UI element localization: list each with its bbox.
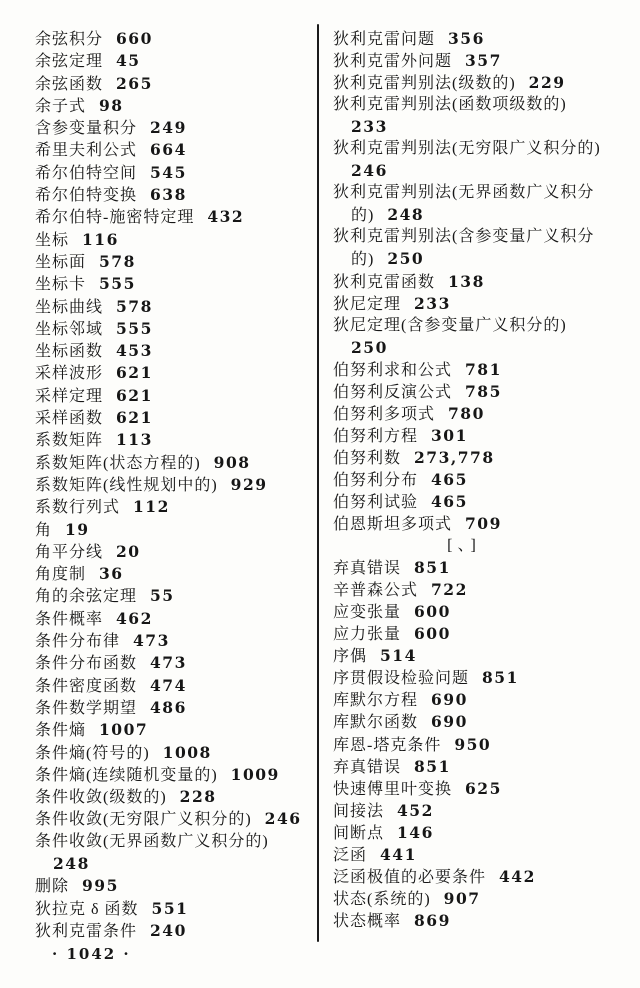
index-entry bbox=[35, 385, 315, 407]
entry-term: 狄利克雷判别法(含参变量广义积分 bbox=[333, 228, 595, 246]
entry-term: 坐标曲线 bbox=[35, 298, 104, 316]
entry-term: 伯努利求和公式 bbox=[333, 361, 453, 379]
entry-term: 角的余弦定理 bbox=[35, 588, 138, 606]
index-entry bbox=[35, 563, 315, 585]
entry-term: 伯努利反演公式 bbox=[333, 383, 453, 401]
entry-page-number: 473 bbox=[133, 631, 170, 651]
entry-term: 泛函极值的必要条件 bbox=[333, 868, 487, 886]
entry-term: 伯努利方程 bbox=[333, 427, 419, 445]
index-entry bbox=[35, 139, 315, 161]
entry-term: 狄尼定理(含参变量广义积分的) bbox=[333, 316, 567, 334]
entry-page-number: 690 bbox=[431, 690, 468, 710]
index-entry bbox=[35, 585, 315, 607]
entry-page-number: 356 bbox=[448, 29, 485, 48]
entry-page-number: 246 bbox=[264, 809, 302, 829]
index-entry bbox=[333, 888, 625, 910]
entry-term: 的) bbox=[351, 251, 375, 269]
entry-page-number: 442 bbox=[499, 866, 536, 886]
entry-page-number: 555 bbox=[116, 318, 153, 338]
entry-page-number: 36 bbox=[99, 564, 124, 584]
index-entry bbox=[333, 138, 625, 160]
index-entry bbox=[35, 474, 315, 496]
entry-page-number: 228 bbox=[179, 787, 217, 807]
index-entry bbox=[35, 452, 315, 474]
index-entry bbox=[35, 719, 315, 741]
entry-term: 角平分线 bbox=[35, 543, 104, 561]
index-entry bbox=[333, 822, 625, 844]
entry-page-number: 357 bbox=[465, 51, 502, 71]
entry-page-number: 19 bbox=[65, 519, 90, 539]
entry-term: 狄利克雷问题 bbox=[333, 31, 436, 48]
entry-page-number: 249 bbox=[150, 118, 187, 138]
entry-term: 余弦定理 bbox=[35, 53, 104, 71]
entry-page-number: 138 bbox=[448, 271, 485, 291]
index-entry bbox=[333, 425, 625, 447]
entry-term: 应力张量 bbox=[333, 626, 402, 644]
entry-page-number: 995 bbox=[82, 876, 119, 896]
index-entry bbox=[333, 94, 625, 116]
index-entry bbox=[333, 778, 625, 800]
entry-page-number: 229 bbox=[528, 73, 566, 93]
index-entry bbox=[333, 689, 625, 711]
index-entry bbox=[35, 742, 315, 764]
entry-term: 采样定理 bbox=[35, 387, 104, 405]
index-entry bbox=[333, 734, 625, 756]
entry-term: 伯恩斯坦多项式 bbox=[333, 516, 453, 534]
entry-term: 弃真错误 bbox=[333, 758, 402, 776]
index-entry bbox=[333, 447, 625, 469]
entry-term: 狄利克雷条件 bbox=[35, 922, 138, 940]
index-entry bbox=[35, 831, 315, 853]
entry-page-number: 248 bbox=[53, 853, 90, 873]
index-entry bbox=[35, 95, 315, 117]
entry-page-number: 474 bbox=[150, 675, 187, 695]
index-column-left bbox=[35, 28, 315, 942]
index-entry bbox=[35, 318, 315, 340]
index-entry bbox=[333, 469, 625, 491]
entry-page-number: 621 bbox=[116, 408, 153, 428]
index-entry bbox=[35, 898, 315, 920]
entry-term: 条件熵 bbox=[35, 722, 87, 740]
entry-term: 系数行列式 bbox=[35, 499, 121, 517]
entry-page-number: 116 bbox=[82, 229, 119, 249]
entry-term: 坐标邻域 bbox=[35, 320, 104, 338]
entry-page-number: 1007 bbox=[99, 720, 149, 740]
index-entry bbox=[333, 50, 625, 72]
index-entry bbox=[333, 844, 625, 866]
entry-page-number: 709 bbox=[465, 514, 502, 534]
entry-page-number: 112 bbox=[133, 497, 170, 517]
index-entry bbox=[35, 764, 315, 786]
index-entry bbox=[35, 362, 315, 384]
entry-page-number: 781 bbox=[465, 359, 502, 379]
entry-term: 希尔伯特变换 bbox=[35, 187, 138, 205]
entry-term: 库恩-塔克条件 bbox=[333, 736, 442, 754]
entry-page-number: 246 bbox=[351, 161, 388, 181]
entry-term: 序贯假设检验问题 bbox=[333, 670, 470, 688]
entry-page-number: 20 bbox=[116, 541, 141, 561]
entry-term: 库默尔方程 bbox=[333, 692, 419, 710]
entry-page-number: 301 bbox=[431, 425, 468, 445]
entry-page-number: 625 bbox=[465, 778, 502, 798]
index-entry bbox=[333, 72, 625, 94]
index-entry bbox=[333, 557, 625, 579]
entry-page-number: 514 bbox=[380, 646, 417, 666]
index-entry bbox=[333, 513, 625, 535]
entry-term: 条件收敛(无界函数广义积分的) bbox=[35, 832, 269, 850]
index-entry bbox=[35, 608, 315, 630]
entry-term: 条件数学期望 bbox=[35, 699, 138, 717]
entry-term: 伯努利数 bbox=[333, 449, 402, 467]
index-entry bbox=[333, 756, 625, 778]
entry-term: 辛普森公式 bbox=[333, 582, 419, 600]
column-divider bbox=[317, 24, 319, 942]
index-entry bbox=[35, 73, 315, 95]
index-entry bbox=[333, 403, 625, 425]
index-entry bbox=[333, 623, 625, 645]
index-entry bbox=[35, 162, 315, 184]
index-entry bbox=[35, 875, 315, 897]
entry-page-number: 621 bbox=[116, 385, 153, 405]
entry-page-number: 250 bbox=[387, 249, 425, 269]
index-entry bbox=[35, 697, 315, 719]
entry-page-number: 250 bbox=[351, 337, 388, 357]
entry-page-number: 273,778 bbox=[414, 447, 495, 467]
index-entry bbox=[333, 491, 625, 513]
entry-term: 希尔伯特-施密特定理 bbox=[35, 209, 195, 227]
index-entry bbox=[35, 786, 315, 808]
entry-term: 含参变量积分 bbox=[35, 120, 138, 138]
entry-term: 系数矩阵 bbox=[35, 432, 104, 450]
index-entry bbox=[35, 206, 315, 228]
entry-page-number: 780 bbox=[448, 403, 485, 423]
entry-term: 删除 bbox=[35, 878, 70, 896]
index-entry bbox=[35, 28, 315, 50]
entry-page-number: 869 bbox=[414, 910, 451, 930]
index-entry bbox=[35, 273, 315, 295]
entry-term: 条件概率 bbox=[35, 610, 104, 628]
entry-page-number: 722 bbox=[431, 580, 468, 600]
entry-term: 快速傅里叶变换 bbox=[333, 780, 453, 798]
index-entry bbox=[333, 579, 625, 601]
entry-page-number: 908 bbox=[213, 452, 251, 472]
entry-page-number: 660 bbox=[116, 29, 153, 48]
entry-term: 应变张量 bbox=[333, 604, 402, 622]
index-column-right bbox=[333, 28, 625, 932]
entry-page-number: 1009 bbox=[230, 764, 280, 784]
entry-page-number: 265 bbox=[116, 73, 153, 93]
index-entry bbox=[35, 853, 315, 875]
index-entry bbox=[35, 251, 315, 273]
entry-page-number: 98 bbox=[99, 95, 124, 115]
section-marker bbox=[333, 535, 625, 557]
entry-term: 条件收敛(级数的) bbox=[35, 789, 167, 807]
entry-term: 条件熵(连续随机变量的) bbox=[35, 766, 218, 784]
entry-page-number: 441 bbox=[380, 844, 417, 864]
index-entry bbox=[35, 407, 315, 429]
entry-term: 系数矩阵(线性规划中的) bbox=[35, 476, 218, 494]
index-entry bbox=[333, 645, 625, 667]
entry-term: 希里夫利公式 bbox=[35, 142, 138, 160]
entry-page-number: 555 bbox=[99, 274, 136, 294]
entry-page-number: 486 bbox=[150, 697, 187, 717]
entry-term: 余弦函数 bbox=[35, 75, 104, 93]
entry-term: 余子式 bbox=[35, 97, 87, 115]
entry-page-number: 240 bbox=[150, 920, 187, 940]
index-entry bbox=[35, 541, 315, 563]
index-entry bbox=[35, 519, 315, 541]
entry-page-number: 785 bbox=[465, 381, 502, 401]
entry-page-number: 851 bbox=[482, 668, 519, 688]
entry-term: 条件收敛(无穷限广义积分的) bbox=[35, 811, 252, 829]
index-entry bbox=[333, 226, 625, 248]
entry-page-number: 1008 bbox=[162, 742, 212, 762]
entry-term: 条件密度函数 bbox=[35, 677, 138, 695]
entry-term: 状态概率 bbox=[333, 912, 402, 930]
entry-term: 弃真错误 bbox=[333, 560, 402, 578]
index-entry bbox=[35, 117, 315, 139]
entry-term: 狄尼定理 bbox=[333, 295, 402, 313]
entry-term: 狄利克雷判别法(级数的) bbox=[333, 75, 516, 93]
index-entry bbox=[333, 800, 625, 822]
entry-term: 条件分布函数 bbox=[35, 655, 138, 673]
entry-page-number: 233 bbox=[351, 117, 388, 137]
entry-page-number: 950 bbox=[454, 734, 492, 754]
page-number: · 1042 · bbox=[52, 945, 131, 963]
entry-term: 角 bbox=[35, 521, 53, 539]
entry-page-number: 851 bbox=[414, 756, 451, 776]
entry-page-number: 453 bbox=[116, 341, 153, 361]
entry-term: 坐标卡 bbox=[35, 276, 87, 294]
entry-page-number: 462 bbox=[116, 608, 153, 628]
entry-page-number: 465 bbox=[431, 469, 468, 489]
entry-term: 的) bbox=[351, 207, 375, 225]
index-entry bbox=[35, 229, 315, 251]
entry-page-number: 907 bbox=[443, 888, 481, 908]
index-entry bbox=[35, 296, 315, 318]
index-entry bbox=[333, 866, 625, 888]
index-entry bbox=[333, 601, 625, 623]
entry-page-number: 55 bbox=[150, 586, 175, 606]
entry-term: 坐标 bbox=[35, 231, 70, 249]
entry-page-number: 432 bbox=[207, 207, 245, 227]
entry-term: 狄利克雷判别法(无穷限广义积分的) bbox=[333, 140, 601, 158]
entry-term: 序偶 bbox=[333, 648, 368, 666]
entry-term: 狄利克雷外问题 bbox=[333, 53, 453, 71]
entry-term: 间断点 bbox=[333, 824, 385, 842]
entry-page-number: 233 bbox=[414, 293, 451, 313]
entry-page-number: 113 bbox=[116, 430, 153, 450]
index-entry bbox=[333, 337, 625, 359]
entry-term: 伯努利分布 bbox=[333, 471, 419, 489]
index-entry bbox=[333, 160, 625, 182]
index-entry bbox=[35, 184, 315, 206]
entry-term: 状态(系统的) bbox=[333, 890, 431, 908]
entry-page-number: 473 bbox=[150, 653, 187, 673]
entry-page-number: 851 bbox=[414, 558, 451, 578]
entry-term: 采样波形 bbox=[35, 365, 104, 383]
entry-term: 坐标面 bbox=[35, 253, 87, 271]
entry-page-number: 248 bbox=[387, 205, 425, 225]
entry-term: 系数矩阵(状态方程的) bbox=[35, 454, 201, 472]
index-entry bbox=[35, 675, 315, 697]
index-entry bbox=[333, 381, 625, 403]
index-entry bbox=[35, 630, 315, 652]
entry-term: 伯努利试验 bbox=[333, 493, 419, 511]
entry-term: 角度制 bbox=[35, 566, 87, 584]
index-entry bbox=[333, 667, 625, 689]
index-entry bbox=[35, 429, 315, 451]
entry-term: 狄利克雷判别法(函数项级数的) bbox=[333, 96, 567, 114]
index-entry bbox=[35, 920, 315, 942]
index-entry bbox=[333, 271, 625, 293]
index-entry bbox=[333, 116, 625, 138]
entry-term: 泛函 bbox=[333, 846, 368, 864]
entry-term: 条件分布律 bbox=[35, 633, 121, 651]
entry-page-number: 600 bbox=[414, 624, 451, 644]
index-entry bbox=[35, 340, 315, 362]
index-entry bbox=[333, 248, 625, 270]
entry-page-number: 690 bbox=[431, 712, 468, 732]
index-entry bbox=[35, 652, 315, 674]
index-entry bbox=[333, 315, 625, 337]
index-entry bbox=[333, 711, 625, 733]
index-entry bbox=[333, 359, 625, 381]
index-entry bbox=[333, 204, 625, 226]
index-entry bbox=[35, 496, 315, 518]
index-entry bbox=[35, 50, 315, 72]
entry-term: 库默尔函数 bbox=[333, 714, 419, 732]
entry-term: 条件熵(符号的) bbox=[35, 744, 150, 762]
entry-page-number: 578 bbox=[99, 251, 136, 271]
entry-page-number: 664 bbox=[150, 140, 187, 160]
entry-page-number: 638 bbox=[150, 185, 187, 205]
index-entry bbox=[333, 182, 625, 204]
entry-term: 狄拉克 δ 函数 bbox=[35, 900, 139, 918]
entry-term: [、] bbox=[447, 537, 481, 555]
entry-page-number: 621 bbox=[116, 363, 153, 383]
entry-page-number: 146 bbox=[397, 822, 434, 842]
entry-page-number: 551 bbox=[151, 898, 189, 918]
entry-page-number: 465 bbox=[431, 491, 468, 511]
entry-page-number: 45 bbox=[116, 51, 141, 71]
entry-page-number: 578 bbox=[116, 296, 153, 316]
entry-term: 伯努利多项式 bbox=[333, 405, 436, 423]
entry-page-number: 545 bbox=[150, 162, 187, 182]
index-entry bbox=[333, 293, 625, 315]
index-entry bbox=[333, 28, 625, 50]
entry-page-number: 452 bbox=[397, 800, 434, 820]
index-entry bbox=[35, 808, 315, 830]
entry-term: 余弦积分 bbox=[35, 31, 104, 48]
entry-term: 间接法 bbox=[333, 802, 385, 820]
entry-term: 坐标函数 bbox=[35, 343, 104, 361]
entry-term: 希尔伯特空间 bbox=[35, 164, 138, 182]
entry-term: 采样函数 bbox=[35, 410, 104, 428]
index-entry bbox=[333, 910, 625, 932]
entry-page-number: 929 bbox=[230, 474, 268, 494]
entry-term: 狄利克雷判别法(无界函数广义积分 bbox=[333, 184, 595, 202]
entry-page-number: 600 bbox=[414, 602, 451, 622]
entry-term: 狄利克雷函数 bbox=[333, 273, 436, 291]
